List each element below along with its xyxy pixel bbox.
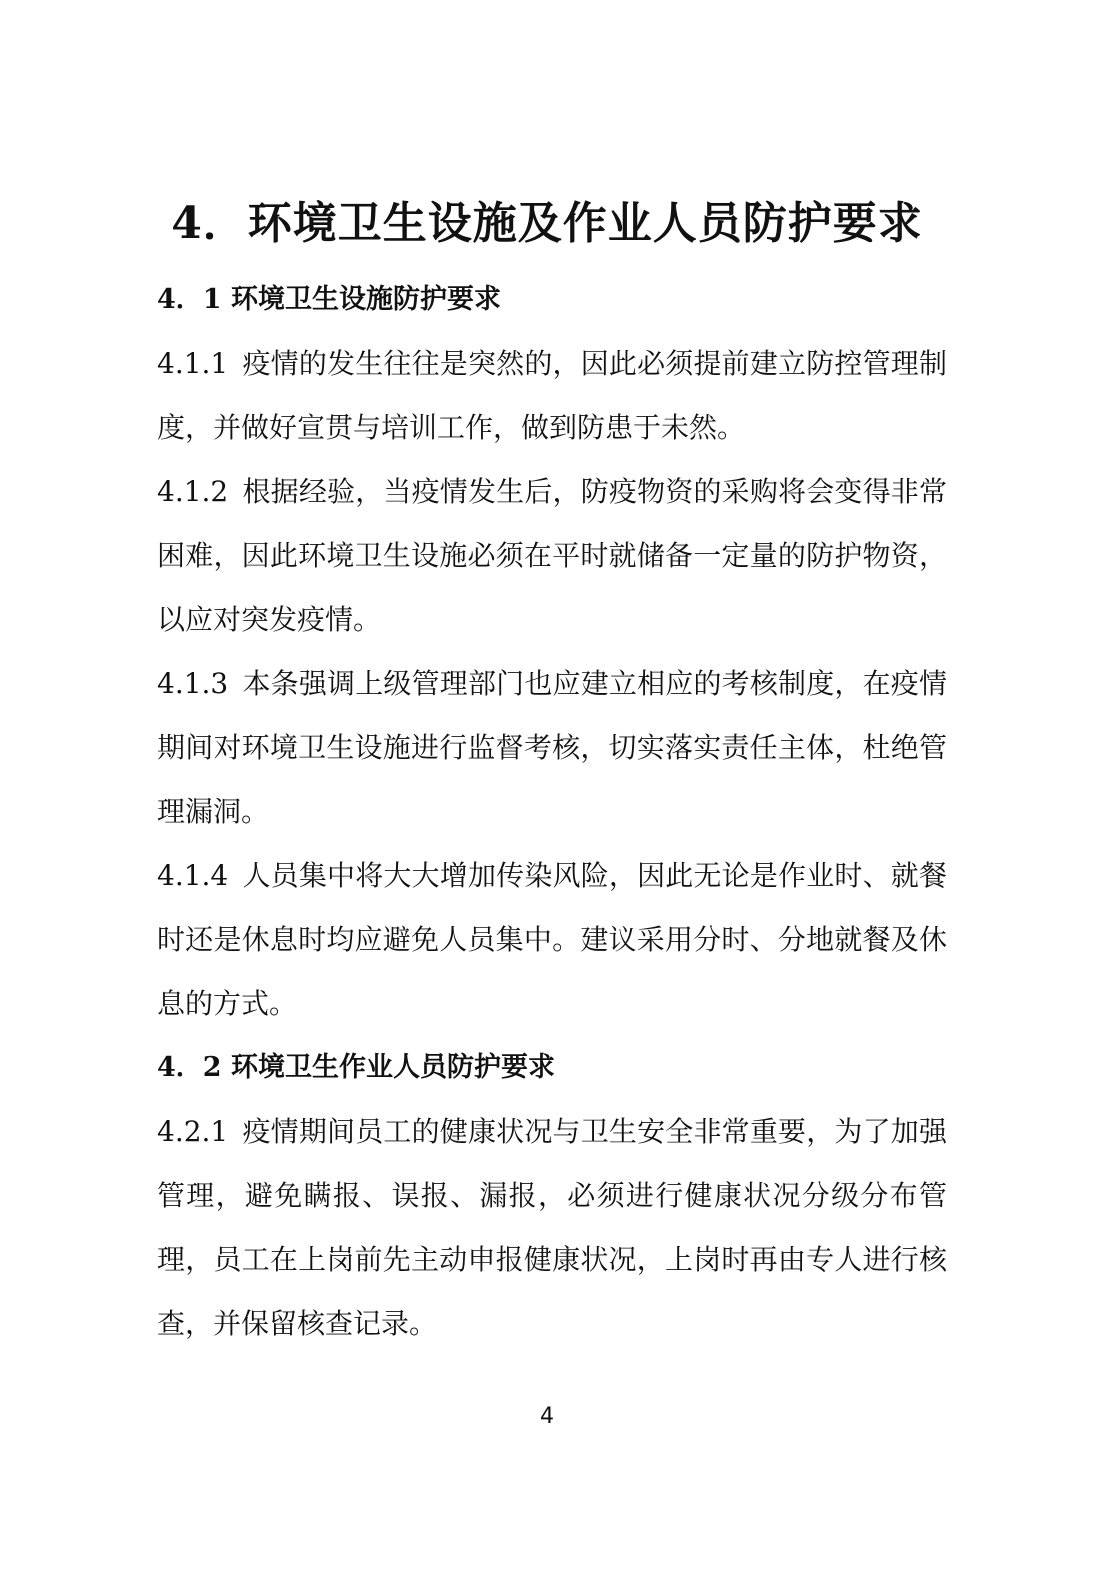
paragraph-4-1-3: [157, 652, 947, 844]
clause-number: 4.1.1: [157, 347, 229, 380]
clause-text: 根据经验，当疫情发生后，防疫物资的采购将会变得非常困难，因此环境卫生设施必须在平时就储备一定量的防护物资，以应对突发疫情。: [157, 475, 947, 636]
page-title: 4．环境卫生设施及作业人员防护要求: [171, 198, 923, 249]
clause-number: 4.1.2: [157, 475, 229, 508]
clause-number: 4.1.3: [157, 667, 229, 700]
paragraph-4-1-4: [157, 844, 947, 1036]
clause-text: 疫情的发生往往是突然的，因此必须提前建立防控管理制度，并做好宣贯与培训工作，做到防患于未然。: [157, 347, 947, 444]
page-number: 4: [540, 1404, 554, 1429]
clause-text: 疫情期间员工的健康状况与卫生安全非常重要，为了加强管理，避免瞒报、误报、漏报，必须进行健康状况分级分布管理，员工在上岗前先主动申报健康状况，上岗时再由专人进行核查，并保留核查记录。: [157, 1115, 947, 1340]
clause-text: 本条强调上级管理部门也应建立相应的考核制度，在疫情期间对环境卫生设施进行监督考核，切实落实责任主体，杜绝管理漏洞。: [157, 667, 947, 828]
section-heading-4-2: 4．2 环境卫生作业人员防护要求: [157, 1052, 555, 1083]
clause-number: 4.2.1: [157, 1115, 229, 1148]
paragraph-4-2-1: [157, 1100, 947, 1356]
clause-text: 人员集中将大大增加传染风险，因此无论是作业时、就餐时还是休息时均应避免人员集中。建议采用分时、分地就餐及休息的方式。: [157, 859, 947, 1020]
clause-number: 4.1.4: [157, 859, 229, 892]
section-heading-4-1: 4．1 环境卫生设施防护要求: [157, 284, 501, 315]
document-body: [157, 268, 947, 1356]
paragraph-4-1-1: [157, 332, 947, 460]
paragraph-4-1-2: [157, 460, 947, 652]
